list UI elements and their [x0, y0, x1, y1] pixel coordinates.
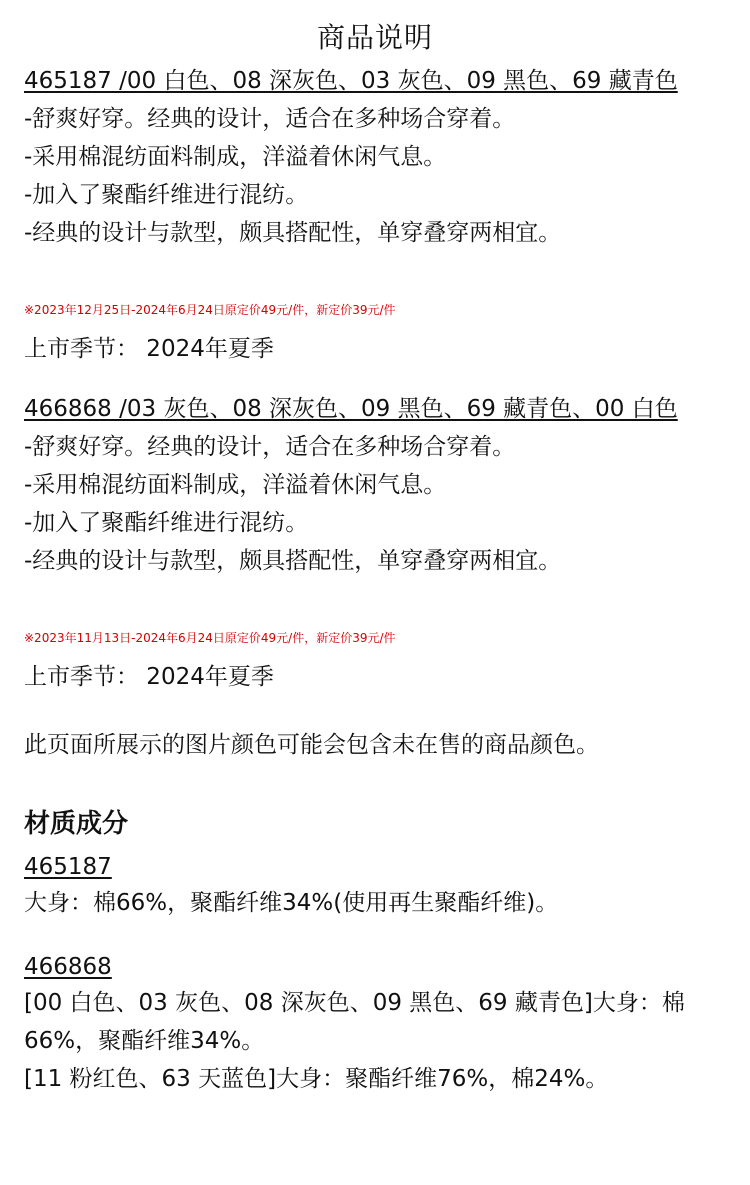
- material-block-465187: [24, 850, 726, 922]
- product-block-466868: [24, 390, 726, 696]
- material-product-code: 465187: [24, 854, 112, 880]
- product-header: 466868 /03 灰色、08 深灰色、09 黑色、69 藏青色、00 白色: [24, 396, 678, 422]
- material-composition-line: 大身：棉66%，聚酯纤维34%(使用再生聚酯纤维)。: [24, 890, 559, 916]
- material-composition-line: [11 粉红色、63 天蓝色]大身：聚酯纤维76%，棉24%。: [24, 1066, 609, 1092]
- material-product-code: 466868: [24, 954, 112, 980]
- launch-season: 上市季节： 2024年夏季: [24, 664, 274, 690]
- price-note: ※2023年11月13日-2024年6月24日原定价49元/件，新定价39元/件: [24, 631, 396, 645]
- feature-item: -采用棉混纺面料制成，洋溢着休闲气息。: [24, 472, 447, 498]
- product-block-465187: [24, 62, 726, 368]
- material-block-466868: [24, 950, 726, 1098]
- feature-item: -采用棉混纺面料制成，洋溢着休闲气息。: [24, 144, 447, 170]
- feature-item: -加入了聚酯纤维进行混纺。: [24, 182, 309, 208]
- price-note: ※2023年12月25日-2024年6月24日原定价49元/件，新定价39元/件: [24, 303, 396, 317]
- feature-item: -舒爽好穿。经典的设计，适合在多种场合穿着。: [24, 434, 516, 460]
- feature-item: -经典的设计与款型，颇具搭配性，单穿叠穿两相宜。: [24, 548, 562, 574]
- page-title: 商品说明: [316, 21, 433, 54]
- color-disclaimer: 此页面所展示的图片颜色可能会包含未在售的商品颜色。: [24, 732, 599, 758]
- material-composition-line: [00 白色、03 灰色、08 深灰色、09 黑色、69 藏青色]大身：棉: [24, 990, 685, 1016]
- launch-season: 上市季节： 2024年夏季: [24, 336, 274, 362]
- feature-item: -舒爽好穿。经典的设计，适合在多种场合穿着。: [24, 106, 516, 132]
- material-composition-line: 66%，聚酯纤维34%。: [24, 1028, 265, 1054]
- materials-heading: 材质成分: [24, 809, 129, 839]
- feature-item: -加入了聚酯纤维进行混纺。: [24, 510, 309, 536]
- product-header: 465187 /00 白色、08 深灰色、03 灰色、09 黑色、69 藏青色: [24, 68, 678, 94]
- feature-item: -经典的设计与款型，颇具搭配性，单穿叠穿两相宜。: [24, 220, 562, 246]
